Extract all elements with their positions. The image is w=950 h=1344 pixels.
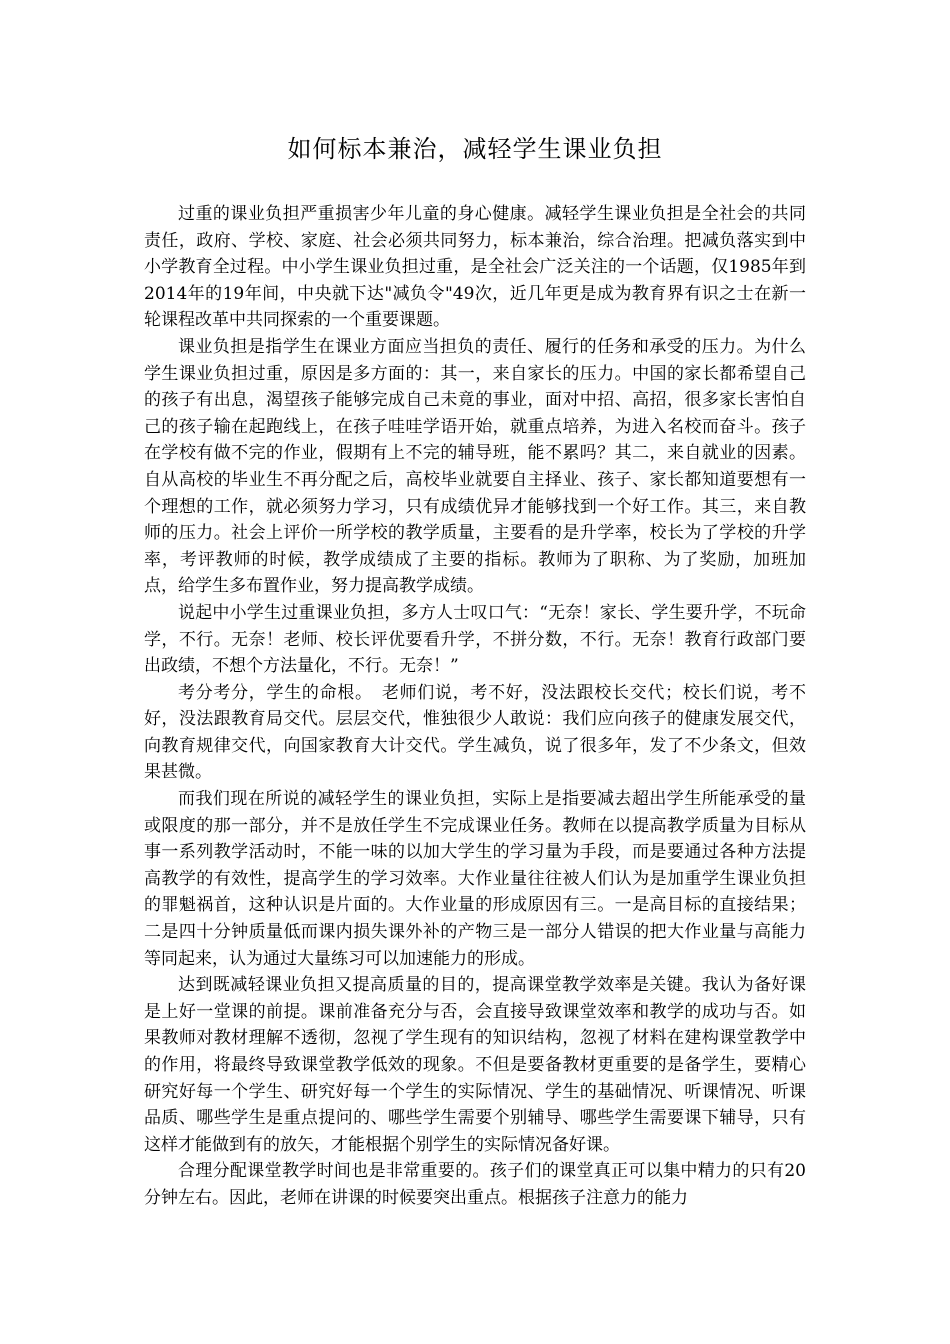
paragraph: 过重的课业负担严重损害少年儿童的身心健康。减轻学生课业负担是全社会的共同责任，政府、学校、家庭、社会必须共同努力，标本兼治，综合治理。把减负落实到中小学教育全过程。中小学生课业负担过重，是全社会广泛关注的一个话题，仅1985年到2014年的19年间，中央就下达"减负令"49次，近几年更是成为教育界有识之士在新一轮课程改革中共同探索的一个重要课题。 (144, 204, 806, 331)
paragraph: 课业负担是指学生在课业方面应当担负的责任、履行的任务和承受的压力。为什么学生课业负担过重，原因是多方面的：其一，来自家长的压力。中国的家长都希望自己的孩子有出息，渴望孩子能够完成自己未竟的事业，面对中招、高招，很多家长害怕自己的孩子输在起跑线上，在孩子哇哇学语开始，就重点培养，为进入名校而奋斗。孩子在学校有做不完的作业，假期有上不完的辅导班，能不累吗？其二，来自就业的因素。自从高校的毕业生不再分配之后，高校毕业就要自主择业、孩子、家长都知道要想有一个理想的工作，就必须努力学习，只有成绩优异才能够找到一个好工作。其三，来自教师的压力。社会上评价一所学校的教学质量，主要看的是升学率，校长为了学校的升学率，考评教师的时候，教学成绩成了主要的指标。教师为了职称、为了奖励，加班加点，给学生多布置作业，努力提高教学成绩。 (144, 336, 806, 597)
document-body (144, 201, 806, 1212)
document-title: 如何标本兼治，减轻学生课业负担 (287, 135, 663, 163)
paragraph: 说起中小学生过重课业负担，多方人士叹口气：“无奈！家长、学生要升学，不玩命学，不行。无奈！老师、校长评优要看升学，不拼分数，不行。无奈！教育行政部门要出政绩，不想个方法量化，不行。无奈！” (144, 602, 806, 677)
paragraph: 达到既减轻课业负担又提高质量的目的，提高课堂教学效率是关键。我认为备好课是上好一堂课的前提。课前准备充分与否，会直接导致课堂效率和教学的成功与否。如果教师对教材理解不透彻，忽视了学生现有的知识结构，忽视了材料在建构课堂教学中的作用，将最终导致课堂教学低效的现象。不但是要备教材更重要的是备学生，要精心研究好每一个学生、研究好每一个学生的实际情况、学生的基础情况、听课情况、听课品质、哪些学生是重点提问的、哪些学生需要个别辅导、哪些学生需要课下辅导，只有这样才能做到有的放矢，才能根据个别学生的实际情况备好课。 (144, 975, 806, 1155)
paragraph: 考分考分，学生的命根。 老师们说，考不好，没法跟校长交代；校长们说，考不好，没法跟教育局交代。层层交代，惟独很少人敢说：我们应向孩子的健康发展交代，向教育规律交代，向国家教育大计交代。学生减负，说了很多年，发了不少条文，但效果甚微。 (144, 682, 806, 783)
paragraph: 合理分配课堂教学时间也是非常重要的。孩子们的课堂真正可以集中精力的只有20分钟左右。因此，老师在讲课的时候要突出重点。根据孩子注意力的能力 (144, 1161, 806, 1208)
paragraph: 而我们现在所说的减轻学生的课业负担，实际上是指要减去超出学生所能承受的量或限度的那一部分，并不是放任学生不完成课业任务。教师在以提高教学质量为目标从事一系列教学活动时，不能一味的以加大学生的学习量为手段，而是要通过各种方法提高教学的有效性，提高学生的学习效率。大作业量往往被人们认为是加重学生课业负担的罪魁祸首，这种认识是片面的。大作业量的形成原因有三。一是高目标的直接结果；二是四十分钟质量低而课内损失课外补的产物三是一部分人错误的把大作业量与高能力等同起来，认为通过大量练习可以加速能力的形成。 (144, 789, 806, 969)
